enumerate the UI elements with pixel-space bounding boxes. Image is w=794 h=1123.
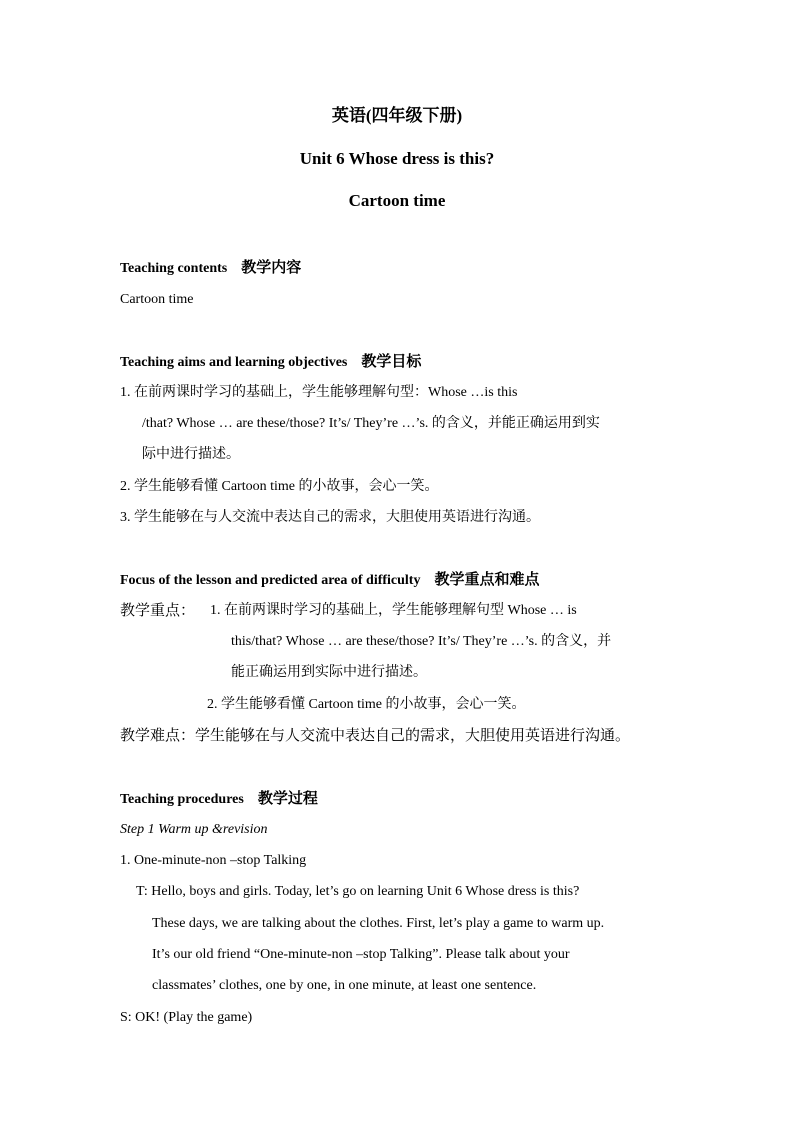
focus-heading-cn: 教学重点和难点 (434, 572, 540, 588)
aims-item-1-line-2: /that? Whose … are these/those? It’s/ They’re …’s. 的含义，并能正确运用到实 (142, 416, 600, 431)
step-1-heading: Step 1 Warm up &revision (120, 822, 268, 837)
focus-heading-en: Focus of the lesson and predicted area of difficulty (120, 573, 421, 588)
teacher-line-2: These days, we are talking about the clothes. First, let’s play a game to warm up. (152, 916, 605, 931)
aims-item-1-line-3: 际中进行描述。 (142, 447, 240, 462)
focus-heading (120, 570, 540, 591)
contents-heading-en: Teaching contents (120, 261, 228, 276)
aims-item-1-line-1: 1. 在前两课时学习的基础上，学生能够理解句型：Whose …is this (120, 385, 518, 400)
aims-heading-cn: 教学目标 (361, 354, 422, 370)
procedures-heading-cn: 教学过程 (257, 791, 318, 807)
focus-key-1-line-1: 1. 在前两课时学习的基础上，学生能够理解句型 Whose … is (210, 603, 577, 618)
aims-heading (120, 352, 421, 373)
procedures-heading (120, 789, 318, 810)
teacher-line-3: It’s our old friend “One-minute-non –stop Talking”. Please talk about your (152, 947, 570, 962)
document-title: 英语(四年级下册) (331, 106, 463, 125)
focus-key-label: 教学重点： (120, 603, 196, 619)
teacher-line-1: T: Hello, boys and girls. Today, let’s go on learning Unit 6 Whose dress is this? (136, 884, 580, 899)
contents-heading-cn: 教学内容 (241, 260, 302, 276)
focus-difficulty: 教学难点：学生能够在与人交流中表达自己的需求，大胆使用英语进行沟通。 (120, 728, 631, 744)
teacher-line-4: classmates’ clothes, one by one, in one minute, at least one sentence. (152, 978, 537, 993)
procedures-heading-en: Teaching procedures (120, 792, 244, 807)
focus-key-1-line-2: this/that? Whose … are these/those? It’s/ They’re …’s. 的含义，并 (231, 634, 612, 649)
contents-body: Cartoon time (120, 292, 194, 307)
focus-key-1-line-3: 能正确运用到实际中进行描述。 (231, 665, 427, 680)
aims-item-3: 3. 学生能够在与人交流中表达自己的需求，大胆使用英语进行沟通。 (120, 510, 540, 525)
lesson-subtitle: Cartoon time (348, 191, 446, 210)
procedure-item-1: 1. One-minute-non –stop Talking (120, 853, 307, 868)
unit-title: Unit 6 Whose dress is this? (299, 149, 495, 168)
aims-item-2: 2. 学生能够看懂 Cartoon time 的小故事，会心一笑。 (120, 479, 439, 494)
student-line: S: OK! (Play the game) (120, 1010, 253, 1025)
focus-key-2: 2. 学生能够看懂 Cartoon time 的小故事，会心一笑。 (207, 697, 526, 712)
aims-heading-en: Teaching aims and learning objectives (120, 355, 348, 370)
contents-heading (120, 258, 301, 279)
